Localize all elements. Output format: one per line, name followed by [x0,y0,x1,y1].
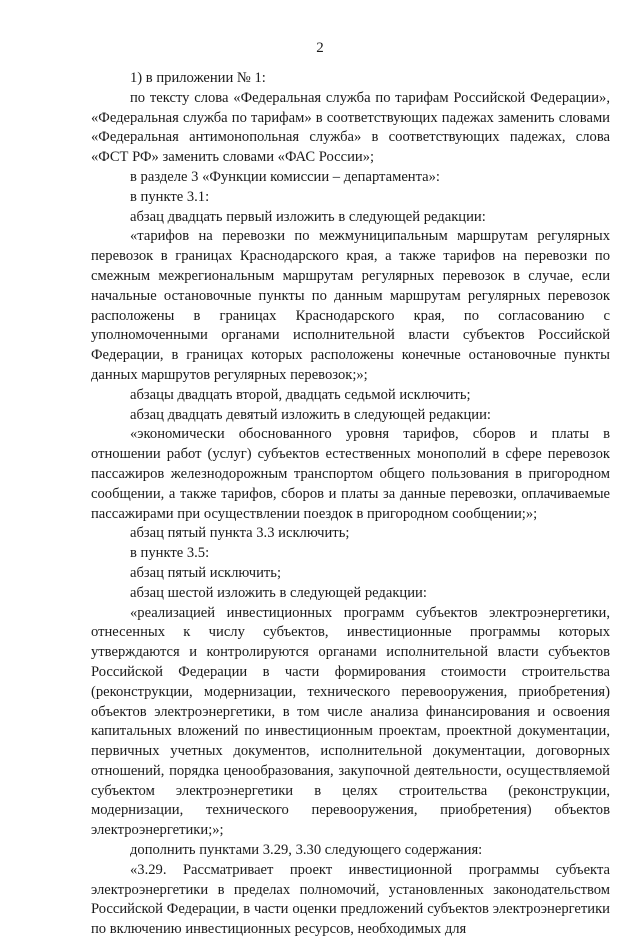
paragraph-abzac-6: абзац шестой изложить в следующей редакции: [130,584,427,601]
paragraph-quote-investment-programs: «реализацией инвестиционных программ субъектов электроэнергетики, отнесенных к числу субъектов, инвестиционные программы которых утверждаются и контролируются органами исполнительной власти субъектов Российской Федерации в части формирования стоимости строительства (реконструкции, модернизации, технического перевооружения, приобретения) объектов электроэнергетики, в том числе анализа финансирования и освоения капитальных вложений по инвестиционным проектам, проектной документации, первичных учетных документов, исполнительной документации, договорных отношений, порядка ценообразования, закупочной деятельности, осуществляемой субъектом электроэнергетики в целях строительства (реконструкции, модернизации, технического перевооружения, приобретения) объектов электроэнергетики;»; [91,604,610,839]
paragraph-clause-3-29: «3.29. Рассматривает проект инвестиционной программы субъекта электроэнергетики в пределах полномочий, установленных законодательством Российской Федерации, в части оценки предложений субъектов электроэнергетики по включению инвестиционных ресурсов, необходимых для [91,861,610,938]
paragraph-clause-3-3-exclude: абзац пятый пункта 3.3 исключить; [130,525,350,542]
document-body [91,69,610,940]
paragraph-abzac-29: абзац двадцать девятый изложить в следующей редакции: [130,406,491,423]
paragraph-quote-monopolies: «экономически обоснованного уровня тарифов, сборов и платы в отношении работ (услуг) субъектов естественных монополий в сфере перевозок пассажиров железнодорожным транспортом общего пользования в пригородном сообщении, а также тарифов, сборов и платы за данные перевозки, оплачиваемые пассажирами при осуществлении поездок в пригородном сообщении;»; [91,426,610,522]
paragraph-abzac-22-27-exclude: абзацы двадцать второй, двадцать седьмой исключить; [130,386,471,403]
paragraph-quote-tariffs-routes: «тарифов на перевозки по межмуниципальным маршрутам регулярных перевозок в границах Краснодарского края, а также тарифов на перевозки по смежным межрегиональным маршрутам регулярных перевозок в случае, если начальные остановочные пункты по данным маршрутам регулярных перевозок расположены в границах Краснодарского края, по согласованию с уполномоченными органами исполнительной власти субъектов Российской Федерации, в границах которых расположены конечные остановочные пункты данных маршрутов регулярных перевозок;»; [91,228,610,383]
paragraph-clause-3-5: в пункте 3.5: [130,545,210,562]
paragraph-clause-3-1: в пункте 3.1: [130,188,210,205]
paragraph-section-3: в разделе 3 «Функции комиссии – департамента»: [130,168,440,185]
paragraph-appendix-1: 1) в приложении № 1: [130,70,266,86]
paragraph-add-clauses: дополнить пунктами 3.29, 3.30 следующего содержания: [130,842,483,859]
paragraph-abzac-21: абзац двадцать первый изложить в следующей редакции: [130,208,486,225]
paragraph-abzac-5-exclude: абзац пятый исключить; [130,564,282,581]
page-number: 2 [316,40,324,56]
paragraph-replace-fst: по тексту слова «Федеральная служба по тарифам Российской Федерации», «Федеральная служба по тарифам» в соответствующих падежах заменить словами «Федеральная антимонопольная служба» в соответствующих падежах, слова «ФСТ РФ» заменить словами «ФАС России»; [91,89,610,166]
